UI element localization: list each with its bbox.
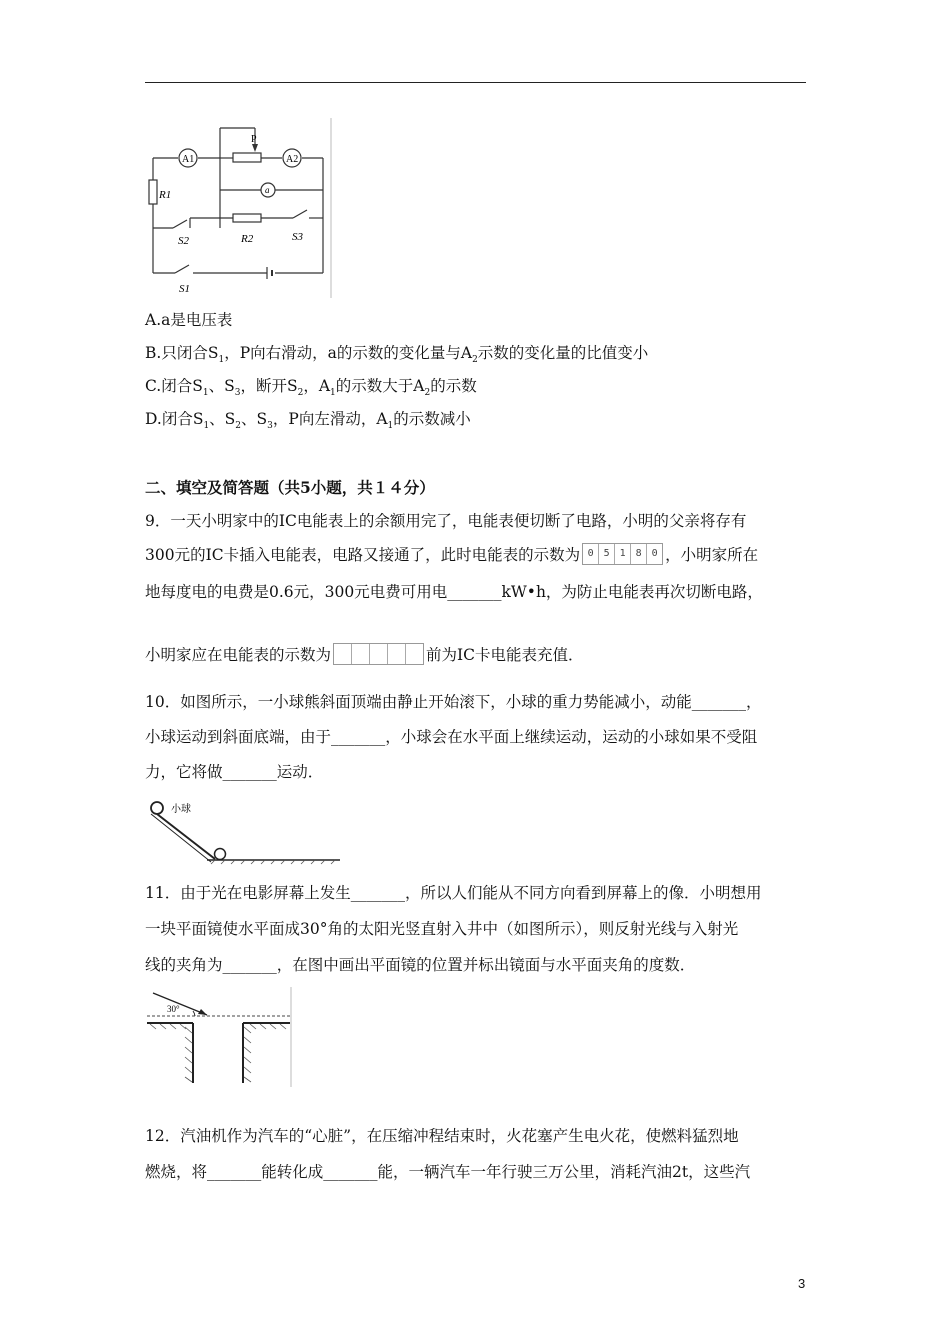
a1-label: A1 bbox=[182, 154, 195, 165]
q10-line-2: 小球运动到斜面底端，由于_______，小球会在水平面上继续运动，运动的小球如果不受阻 bbox=[145, 728, 758, 746]
angle-label: 30° bbox=[167, 1004, 180, 1014]
well-figure bbox=[145, 987, 295, 1087]
q10-line-1: 10．如图所示，一小球熊斜面顶端由静止开始滚下，小球的重力势能减小，动能_______， bbox=[145, 693, 762, 711]
q11-line-2: 一块平面镜使水平面成30°角的太阳光竖直射入井中（如图所示），则反射光线与入射光 bbox=[145, 920, 739, 938]
q11-line-1: 11．由于光在电影屏幕上发生_______，所以人们能从不同方向看到屏幕上的像．小明想用 bbox=[145, 884, 762, 902]
slope-figure bbox=[145, 796, 345, 866]
a2-label: A2 bbox=[286, 154, 299, 165]
s1-label: S1 bbox=[179, 283, 190, 295]
q12-line-2: 燃烧，将_______能转化成_______能，一辆汽车一年行驶三万公里，消耗汽油2t，这些汽 bbox=[145, 1163, 751, 1181]
header-rule bbox=[145, 82, 806, 83]
s3-label: S3 bbox=[292, 231, 303, 243]
q10-line-3: 力，它将做_______运动． bbox=[145, 763, 324, 781]
section-heading: 二、填空及简答题（共5小题，共１４分） bbox=[145, 478, 435, 497]
a-meter-label: a bbox=[265, 185, 270, 195]
s2-label: S2 bbox=[178, 235, 189, 247]
p-label: P bbox=[251, 134, 257, 145]
q9-line-4: 小明家应在电能表的示数为 前为IC卡电能表充值． bbox=[145, 645, 584, 667]
q9-line-1: 9．一天小明家中的IC电能表上的余额用完了，电能表便切断了电路，小明的父亲将存有 bbox=[145, 512, 747, 530]
option-b: B.只闭合$S_1$，P向右滑动，a的示数的变化量与$A_2$示数的变化量的比值变小 bbox=[145, 344, 649, 366]
page-number: 3 bbox=[798, 1276, 806, 1291]
circuit-diagram bbox=[145, 118, 335, 298]
blank-meter bbox=[333, 643, 424, 665]
q9-line-2: 300元的IC卡插入电能表，电路又接通了，此时电能表的示数为 0 5 1 8 0 ，小明家所在 bbox=[145, 545, 758, 567]
q9-line-3: 地每度电的电费是0.6元，300元电费可用电_______kW•h，为防止电能表再次切断电路， bbox=[145, 583, 763, 601]
option-d: D.闭合$S_1$、$S_2$、$S_3$，P向左滑动，$A_1$的示数减小 bbox=[145, 410, 471, 432]
q11-line-3: 线的夹角为_______，在图中画出平面镜的位置并标出镜面与水平面夹角的度数． bbox=[145, 956, 696, 974]
q12-line-1: 12．汽油机作为汽车的“心脏”，在压缩冲程结束时，火花塞产生电火花，使燃料猛烈地 bbox=[145, 1127, 739, 1145]
meter-reading: 0 5 1 8 0 bbox=[582, 543, 663, 565]
option-c: C.闭合$S_1$、$S_3$，断开$S_2$，$A_1$的示数大于$A_2$的示数 bbox=[145, 377, 477, 399]
option-a: A.a是电压表 bbox=[145, 311, 233, 329]
ball-label: 小球 bbox=[171, 804, 191, 815]
r2-label: R2 bbox=[241, 233, 254, 245]
r1-label: R1 bbox=[159, 189, 172, 201]
